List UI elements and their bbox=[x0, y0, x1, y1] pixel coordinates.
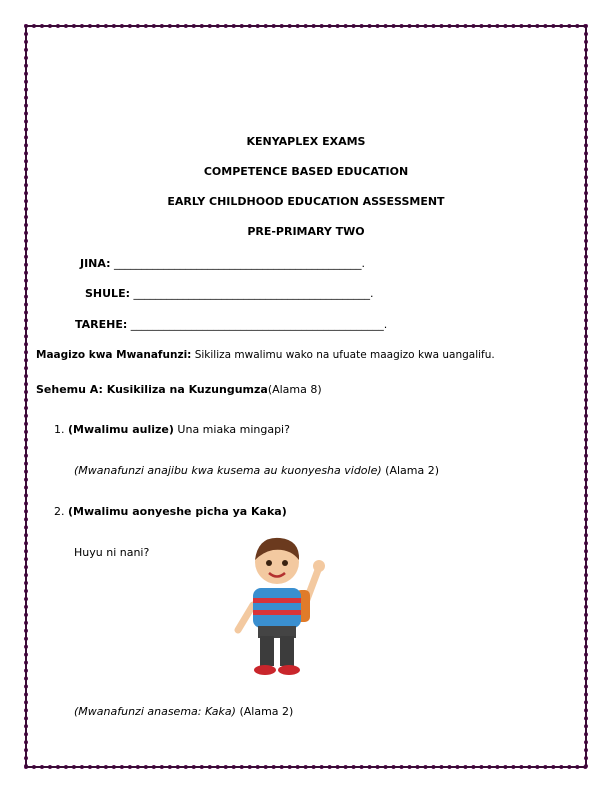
section-marks: (Alama 8) bbox=[267, 383, 322, 396]
expected-answer: (Mwanafunzi anajibu kwa kusema au kuonyesha vidole) bbox=[74, 464, 382, 477]
question-1 bbox=[54, 423, 290, 436]
question-text: Una miaka mingapi? bbox=[173, 423, 290, 436]
section-title: Sehemu A: Kusikiliza na Kuzungumza bbox=[36, 383, 268, 396]
answer-2 bbox=[74, 705, 293, 718]
date-label: TAREHE: bbox=[75, 318, 128, 331]
question-2 bbox=[54, 505, 287, 518]
boy-illustration bbox=[228, 530, 328, 680]
school-field bbox=[85, 287, 373, 300]
question-marks: (Alama 2) bbox=[381, 464, 440, 477]
grade-title: PRE-PRIMARY TWO bbox=[247, 225, 365, 238]
school-blank: ___________________________________________. bbox=[133, 287, 374, 300]
name-label: JINA: bbox=[80, 257, 111, 270]
date-blank: ______________________________________________. bbox=[130, 318, 388, 331]
question-number: 1. bbox=[54, 423, 65, 436]
question-2-text: Huyu ni nani? bbox=[74, 546, 150, 559]
answer-1 bbox=[74, 464, 439, 477]
exam-title: KENYAPLEX EXAMS bbox=[246, 135, 366, 148]
name-blank: _____________________________________________. bbox=[114, 257, 366, 270]
date-field bbox=[75, 318, 387, 331]
instructions-text: Sikiliza mwalimu wako na ufuate maagizo kwa uangalifu. bbox=[191, 349, 495, 361]
question-number: 2. bbox=[54, 505, 65, 518]
name-field bbox=[80, 257, 365, 270]
question-marks: (Alama 2) bbox=[235, 705, 294, 718]
expected-answer: (Mwanafunzi anasema: Kaka) bbox=[74, 705, 236, 718]
instructions-label: Maagizo kwa Mwanafunzi: bbox=[36, 349, 192, 361]
assessment-title: EARLY CHILDHOOD EDUCATION ASSESSMENT bbox=[167, 195, 445, 208]
instructions bbox=[36, 349, 495, 361]
question-instruction: (Mwalimu aonyeshe picha ya Kaka) bbox=[68, 505, 287, 518]
school-label: SHULE: bbox=[85, 287, 130, 300]
question-instruction: (Mwalimu aulize) bbox=[68, 423, 174, 436]
curriculum-title: COMPETENCE BASED EDUCATION bbox=[203, 165, 409, 178]
section-heading bbox=[36, 383, 322, 396]
